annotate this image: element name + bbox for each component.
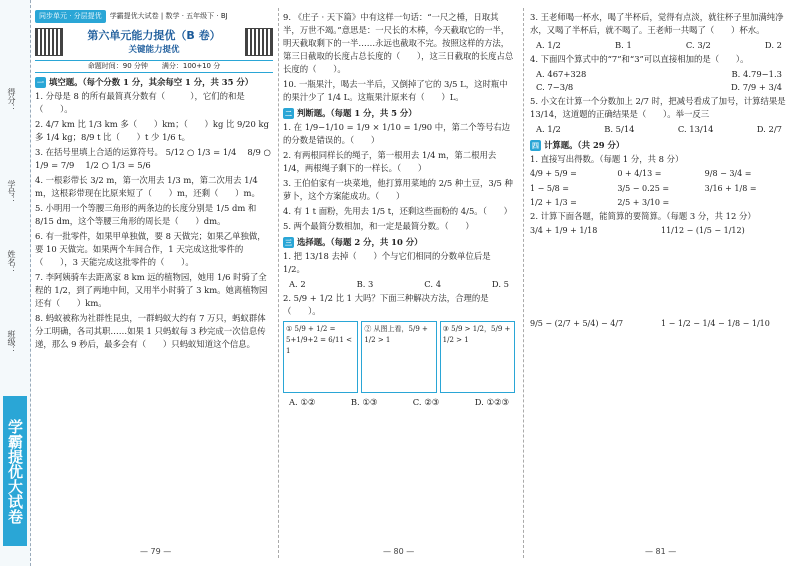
section-heading: 二 判断题。（每题 1 分，共 5 分） (285, 108, 417, 119)
question: 4. 一根彩带长 3/2 m，第一次用去 1/3 m，第二次用去 1/4 m，这根彩带现在比原来短了（ ）m，还剩（ ）m。 (35, 175, 260, 199)
choice-question: 3. 王老师喝一杯水，喝了半杯后，觉得有点淡，就往杯子里加满纯净水，又喝了半杯后，就不喝了。王老师一共喝了（ ）杯水。 (530, 12, 784, 36)
option: C. ②③ (412, 397, 440, 408)
title-box (35, 27, 273, 57)
option: A. 1/2 (536, 124, 561, 135)
section-number-icon: 二 (285, 109, 292, 119)
question: 7. 李阿姨骑车去距离家 8 km 远的植物园，她用 1/6 时骑了全程的 1/2，到了两地中间，又用半小时骑了 3 km。她离植物园还有（ ）km。 (35, 272, 268, 309)
calc-instruction: 1. 直接写出得数。（每题 1 分，共 8 分） (530, 154, 684, 165)
section-heading: 四 计算题。（共 29 分） (532, 140, 625, 151)
option: D. 2 (764, 40, 782, 51)
judge-item: 1. 在 1/9−1/10 = 1/9 × 1/10 = 1/90 中，第二个等号右边的分数是错误的。（ ） (283, 122, 511, 146)
section-heading: 三 选择题。（每题 2 分，共 10 分） (285, 237, 423, 248)
choice-options (530, 39, 788, 52)
option: B. 4.79−1.3 (731, 69, 782, 80)
option: A. 1/2 (536, 40, 561, 51)
choice-options (530, 123, 788, 136)
choice-options (283, 278, 515, 291)
option: C. 3/2 (685, 40, 711, 51)
method-box: ① 5/9 + 1/2 = 5+1/9+2 = 6/11 < 1 (283, 321, 358, 393)
question: 8. 蚂蚁被称为社群性昆虫，一群蚂蚁大约有 7 万只，蚂蚁群体分工明确，各司其职……如果 1 只蚂蚁每 3 秒完成一次信息传递，那么 9 秒后，最多会有（ ）只蚂蚁知道这个信息。 (35, 313, 266, 350)
id-label: 学号： (7, 180, 16, 204)
page-79 (35, 10, 273, 556)
calc-item: 3/5 − 0.25 = (617, 183, 670, 193)
calc-item: 0 + 4/13 = (617, 169, 662, 179)
calc-item: 1 − 5/8 = (530, 183, 569, 193)
question: 10. 一瓶果汁，喝去一半后，又倒掉了它的 3/5 L，这时瓶中的果汁少了 1/4 L。这瓶果汁原来有（ ）L。 (283, 79, 508, 103)
column-divider (278, 8, 279, 558)
series-name: 学霸提优大试卷 | 数学 · 五年级下 · BJ (109, 12, 228, 20)
judge-item: 5. 两个最简分数相加，和一定是最简分数。（ ） (283, 221, 474, 232)
choice-options (530, 68, 788, 81)
calc-instruction: 2. 计算下面各题，能简算的要简算。（每题 3 分，共 12 分） (530, 211, 756, 222)
choice-question: 1. 把 13/18 去掉（ ）个与它们相同的分数单位后是 1/2。 (283, 251, 491, 275)
option: C. 4 (424, 279, 442, 290)
calc-item: 9/5 − (2/7 + 5/4) − 4/7 (530, 318, 624, 328)
page-subtitle: 关键能力提优 (128, 44, 180, 55)
class-label: 班级： (7, 330, 16, 354)
calc-item: 3/16 + 1/8 = (704, 183, 757, 193)
page-80 (283, 10, 515, 556)
column-divider (523, 8, 524, 558)
choice-question: 5. 小文在计算一个分数加上 2/7 时，把减号看成了加号，计算结果是 13/14，这道题的正确结果是（ ）。举一反三 (530, 96, 786, 120)
judge-item: 3. 王伯伯家有一块菜地，他打算用菜地的 2/5 种土豆，3/5 种萝卜，这个方案能成功。（ ） (283, 178, 513, 202)
question: 1. 分母是 8 的所有最简真分数有（ ），它们的和是（ ）。 (35, 90, 245, 114)
choice-options (283, 396, 515, 409)
judge-item: 4. 有 1 t 面粉，先用去 1/5 t，还剩这些面粉的 4/5。（ ） (283, 206, 512, 217)
option: D. 5 (491, 279, 509, 290)
method-boxes (283, 321, 515, 393)
page-number: — 81 — (645, 546, 677, 556)
calc-item: 9/8 − 3/4 = (704, 169, 752, 179)
calc-item: 1 − 1/2 − 1/4 − 1/8 − 1/10 (661, 318, 770, 328)
calc-grid (530, 225, 788, 330)
qr-code-icon (245, 28, 273, 56)
method-box: ③ 5/9 > 1/2，5/9 + 1/2 > 1 (440, 321, 515, 393)
calc-item: 1/2 + 1/3 = (530, 197, 577, 207)
option: A. ①② (289, 397, 316, 408)
option: D. 2/7 (756, 124, 782, 135)
option: B. 1 (614, 40, 632, 51)
choice-question: 4. 下面四个算式中的“7”和“3”可以直接相加的是（ ）。 (530, 54, 749, 65)
method-box: ② 从图上看，5/9 + 1/2 > 1 (361, 321, 436, 393)
section-heading: 一 填空题。（每个分数 1 分，其余每空 1 分，共 35 分） (37, 76, 254, 87)
question: 2. 4/7 km 比 1/3 km 多（ ）km；（ ）kg 比 9/20 kg 多 1/4 kg；8/9 t 比（ ）t 少 1/6 t。 (35, 118, 269, 142)
option: D. ①②③ (474, 397, 509, 408)
calc-grid (530, 168, 788, 209)
option: A. 2 (289, 279, 306, 290)
calc-item: 2/5 + 3/10 = (617, 197, 670, 207)
judge-item: 2. 有两根同样长的绳子，第一根用去 1/4 m，第二根用去 1/4，两根绳子剩下的一样长。（ ） (283, 150, 497, 174)
choice-options (530, 81, 788, 94)
brand-vertical: 学霸提优大试卷 (3, 396, 27, 546)
question: 6. 有一批零件，如果甲单独做，要 8 天做完；如果乙单独做，要 10 天做完。如果两个车间合作，1 天完成这批零件的（ ），3 天能完成这批零件的（ ）。 (35, 231, 266, 268)
option: C. 7−3/8 (536, 82, 574, 93)
question: 9. 《庄子 · 天下篇》中有这样一句话：“一尺之棰，日取其半，万世不竭。”意思是：一尺长的木棒，今天截取它的一半，明天截取剩下的一半……永远也截取不完。按照这样的方法，第三日截取的长度占总长度的（ ），这三日截取的长度占总长度的（ ）。 (283, 12, 514, 75)
option: B. 5/14 (604, 124, 635, 135)
calc-item: 11/12 − (1/5 − 1/12) (661, 226, 745, 236)
question: 5. 小明用一个等腰三角形的两条边的长度分别是 1/5 dm 和 8/15 dm，这个等腰三角形的周长是（ ）dm。 (35, 203, 257, 227)
score-label: 得分： (7, 88, 16, 112)
option: B. ①③ (350, 397, 378, 408)
exam-meta: 命题时间：90 分钟 满分：100+10 分 (35, 60, 273, 73)
section-number-icon: 一 (37, 77, 44, 87)
option: D. 7/9 + 3/4 (730, 82, 782, 93)
name-label: 姓名： (7, 250, 16, 274)
page-number: — 80 — (383, 546, 415, 556)
question: 3. 在括号里填上合适的运算符号。 5/12 ○ 1/3 = 1/4 8/9 ○ 1/9 = 7/9 1/2 ○ 1/3 = 5/6 (35, 146, 271, 170)
header-bar (35, 10, 273, 23)
page-81 (530, 10, 788, 556)
unit-tag: 同步单元 · 分层提优 (35, 10, 106, 23)
binding-spine (0, 0, 31, 566)
calc-item: 3/4 + 1/9 + 1/18 (530, 226, 598, 236)
section-number-icon: 四 (532, 141, 539, 151)
page-number: — 79 — (140, 546, 172, 556)
section-number-icon: 三 (285, 238, 292, 248)
page-title: 第六单元能力提优（B 卷） (87, 28, 221, 42)
calc-item: 4/9 + 5/9 = (530, 169, 577, 179)
option: B. 3 (356, 279, 374, 290)
choice-question: 2. 5/9 + 1/2 比 1 大吗？下面三种解决方法，合理的是（ ）。 (283, 293, 489, 317)
qr-code-icon (35, 28, 63, 56)
option: C. 13/14 (677, 124, 714, 135)
option: A. 467+328 (536, 69, 587, 80)
